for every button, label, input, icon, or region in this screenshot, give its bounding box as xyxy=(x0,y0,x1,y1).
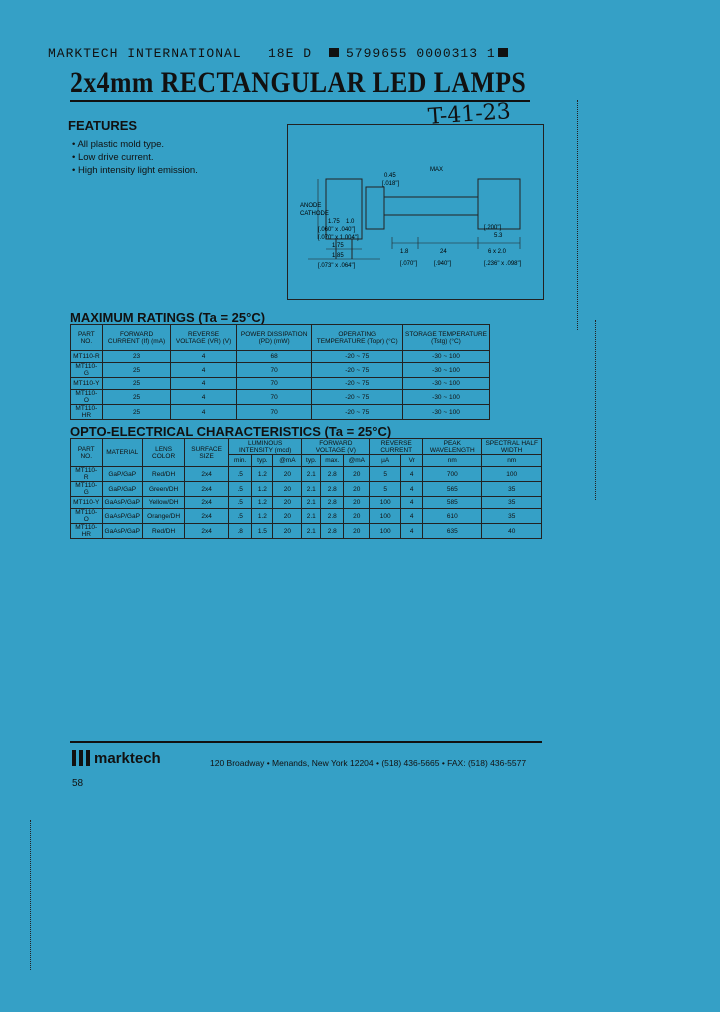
table-header-row xyxy=(71,439,542,455)
sub-header: Vr xyxy=(401,455,423,467)
table-cell: .5 xyxy=(228,509,251,524)
table-row xyxy=(71,351,490,363)
diagram-label: 5.3 xyxy=(494,233,503,239)
table-cell: 4 xyxy=(401,497,423,509)
part-number: MT110-O xyxy=(71,509,103,524)
table-cell: 20 xyxy=(344,467,370,482)
table-cell: 2.8 xyxy=(321,497,344,509)
table-cell: 1.5 xyxy=(252,524,273,539)
table-cell: 2.1 xyxy=(302,497,321,509)
table-cell: -30 ~ 100 xyxy=(402,390,489,405)
table-cell: 1.2 xyxy=(252,482,273,497)
table-cell: 5 xyxy=(370,467,401,482)
column-header: STORAGE TEMPERATURE (Tstg) (°C) xyxy=(402,325,489,351)
diagram-label: [.070" x 1.004"] xyxy=(318,235,359,241)
part-number: MT110-G xyxy=(71,363,103,378)
table-cell: 610 xyxy=(423,509,482,524)
company-header: MARKTECH INTERNATIONAL xyxy=(48,46,242,61)
table-cell: 20 xyxy=(273,467,302,482)
table-cell: 2.1 xyxy=(302,509,321,524)
column-header: PART NO. xyxy=(71,439,103,467)
part-number: MT110-O xyxy=(71,390,103,405)
feature-item: • High intensity light emission. xyxy=(72,164,198,177)
table-cell: 4 xyxy=(171,363,236,378)
table-cell: 4 xyxy=(401,467,423,482)
table-cell: 20 xyxy=(273,524,302,539)
features-list xyxy=(72,138,198,177)
column-header: MATERIAL xyxy=(102,439,142,467)
table-cell: 20 xyxy=(273,482,302,497)
table-cell: 4 xyxy=(401,482,423,497)
table-cell: 70 xyxy=(236,405,312,420)
table-cell: 20 xyxy=(344,482,370,497)
diagram-label: 1.85 xyxy=(332,253,344,259)
table-cell: 4 xyxy=(171,405,236,420)
scan-edge-mark xyxy=(30,820,34,970)
sub-header: min. xyxy=(228,455,251,467)
table-cell: 4 xyxy=(171,351,236,363)
table-cell: GaAsP/GaP xyxy=(102,524,142,539)
table-cell: 70 xyxy=(236,378,312,390)
table-cell: -20 ~ 75 xyxy=(312,405,403,420)
table-row xyxy=(71,524,542,539)
table-cell: 100 xyxy=(482,467,542,482)
table-cell: 23 xyxy=(102,351,171,363)
table-cell: Orange/DH xyxy=(142,509,184,524)
table-cell: 35 xyxy=(482,497,542,509)
column-header: REVERSE CURRENT xyxy=(370,439,423,455)
led-outline-drawing xyxy=(288,125,543,299)
table-cell: 2x4 xyxy=(185,467,229,482)
diagram-label: 1.75 xyxy=(332,243,344,249)
table-cell: 565 xyxy=(423,482,482,497)
table-cell: Yellow/DH xyxy=(142,497,184,509)
table-cell: GaP/GaP xyxy=(102,467,142,482)
table-cell: 2x4 xyxy=(185,497,229,509)
diagram-label: [.236" x .098"] xyxy=(484,261,522,267)
sub-header: nm xyxy=(423,455,482,467)
column-header: SPECTRAL HALF WIDTH xyxy=(482,439,542,455)
diagram-label: [.070"] xyxy=(400,261,418,267)
table-cell: Green/DH xyxy=(142,482,184,497)
table-row xyxy=(71,467,542,482)
column-header: SURFACE SIZE xyxy=(185,439,229,467)
sub-header: typ. xyxy=(302,455,321,467)
table-row xyxy=(71,497,542,509)
page-title: 2x4mm RECTANGULAR LED LAMPS xyxy=(70,66,527,99)
table-cell: .5 xyxy=(228,467,251,482)
table-cell: -30 ~ 100 xyxy=(402,351,489,363)
opto-table xyxy=(70,438,542,539)
sub-header: nm xyxy=(482,455,542,467)
max-ratings-table xyxy=(70,324,490,420)
table-cell: .5 xyxy=(228,482,251,497)
sub-header: @mA xyxy=(273,455,302,467)
opto-heading: OPTO-ELECTRICAL CHARACTERISTICS (Ta = 25°C) xyxy=(70,424,392,439)
column-header: REVERSE VOLTAGE (VR) (V) xyxy=(171,325,236,351)
diagram-label: 6 x 2.0 xyxy=(488,249,507,255)
column-header: POWER DISSIPATION (PD) (mW) xyxy=(236,325,312,351)
max-ratings-heading: MAXIMUM RATINGS (Ta = 25°C) xyxy=(70,310,266,325)
footer-rule xyxy=(70,741,542,743)
sub-header: µA xyxy=(370,455,401,467)
table-cell: 4 xyxy=(171,390,236,405)
dimension-diagram xyxy=(287,124,544,300)
table-cell: 70 xyxy=(236,363,312,378)
table-row xyxy=(71,378,490,390)
diagram-label: [.940"] xyxy=(434,261,452,267)
table-cell: 2.8 xyxy=(321,509,344,524)
part-number: MT110-HR xyxy=(71,524,103,539)
table-cell: 40 xyxy=(482,524,542,539)
table-cell: 20 xyxy=(344,497,370,509)
column-header: OPERATING TEMPERATURE (Topr) (°C) xyxy=(312,325,403,351)
diagram-label: 0.45 xyxy=(384,173,396,179)
table-cell: 700 xyxy=(423,467,482,482)
part-number: MT110-HR xyxy=(71,405,103,420)
part-number: MT110-G xyxy=(71,482,103,497)
table-cell: 20 xyxy=(344,509,370,524)
column-header: PEAK WAVELENGTH xyxy=(423,439,482,455)
table-cell: 1.2 xyxy=(252,467,273,482)
table-cell: 1.2 xyxy=(252,497,273,509)
table-cell: 4 xyxy=(401,524,423,539)
part-number: MT110-R xyxy=(71,467,103,482)
diagram-label: [.073" x .064"] xyxy=(318,263,356,269)
table-cell: 25 xyxy=(102,390,171,405)
table-cell: 585 xyxy=(423,497,482,509)
diagram-label: 1.0 xyxy=(346,219,355,225)
table-cell: 100 xyxy=(370,524,401,539)
table-cell: GaAsP/GaP xyxy=(102,509,142,524)
diagram-label: [.200"] xyxy=(484,225,502,231)
table-cell: 20 xyxy=(344,524,370,539)
table-cell: -20 ~ 75 xyxy=(312,351,403,363)
feature-item: • All plastic mold type. xyxy=(72,138,198,151)
scan-edge-mark xyxy=(595,320,599,500)
table-cell: GaAsP/GaP xyxy=(102,497,142,509)
part-number: MT110-R xyxy=(71,351,103,363)
diagram-label: CATHODE xyxy=(300,211,329,217)
table-cell: 2.8 xyxy=(321,467,344,482)
table-cell: 635 xyxy=(423,524,482,539)
sub-header: max. xyxy=(321,455,344,467)
sub-header: typ. xyxy=(252,455,273,467)
table-cell: 35 xyxy=(482,482,542,497)
table-cell: -20 ~ 75 xyxy=(312,363,403,378)
table-cell: 2.8 xyxy=(321,524,344,539)
table-cell: -30 ~ 100 xyxy=(402,378,489,390)
table-cell: 2.1 xyxy=(302,482,321,497)
sub-header: @mA xyxy=(344,455,370,467)
table-cell: 4 xyxy=(401,509,423,524)
table-cell: 2x4 xyxy=(185,524,229,539)
diagram-label: 1.8 xyxy=(400,249,409,255)
barcode-text: 5799655 0000313 1 xyxy=(346,46,496,61)
table-cell: 5 xyxy=(370,482,401,497)
column-header: LENS COLOR xyxy=(142,439,184,467)
diagram-label: MAX xyxy=(430,167,444,173)
column-header: FORWARD CURRENT (If) (mA) xyxy=(102,325,171,351)
table-row xyxy=(71,363,490,378)
table-cell: 2.8 xyxy=(321,482,344,497)
table-cell: 20 xyxy=(273,497,302,509)
company-address: 120 Broadway • Menands, New York 12204 • (518) 436-5665 • FAX: (518) 436-5577 xyxy=(210,758,527,768)
table-cell: 70 xyxy=(236,390,312,405)
table-cell: .5 xyxy=(228,497,251,509)
brand-name: marktech xyxy=(94,750,161,767)
table-cell: 100 xyxy=(370,497,401,509)
diagram-label: [.018"] xyxy=(382,181,400,187)
table-cell: -30 ~ 100 xyxy=(402,363,489,378)
table-cell: 35 xyxy=(482,509,542,524)
table-cell: 2x4 xyxy=(185,509,229,524)
feature-item: • Low drive current. xyxy=(72,151,198,164)
table-row xyxy=(71,405,490,420)
table-cell: Red/DH xyxy=(142,524,184,539)
header-code: 18E D xyxy=(268,46,313,61)
table-cell: 1.2 xyxy=(252,509,273,524)
table-header-row xyxy=(71,325,490,351)
table-row xyxy=(71,482,542,497)
features-heading: FEATURES xyxy=(68,118,138,133)
table-cell: .8 xyxy=(228,524,251,539)
scan-edge-mark xyxy=(577,100,581,330)
handwritten-note: T-41-23 xyxy=(427,99,512,130)
table-cell: 4 xyxy=(171,378,236,390)
table-cell: Red/DH xyxy=(142,467,184,482)
table-cell: 25 xyxy=(102,363,171,378)
diagram-label: 1.75 xyxy=(328,219,340,225)
diagram-label: [.060" x .040"] xyxy=(318,227,356,233)
table-cell: 100 xyxy=(370,509,401,524)
table-row xyxy=(71,509,542,524)
barcode-block-icon xyxy=(498,48,508,57)
table-row xyxy=(71,390,490,405)
table-cell: -30 ~ 100 xyxy=(402,405,489,420)
part-number: MT110-Y xyxy=(71,378,103,390)
table-cell: 2x4 xyxy=(185,482,229,497)
table-cell: -20 ~ 75 xyxy=(312,390,403,405)
page-number: 58 xyxy=(72,778,84,789)
table-cell: 2.1 xyxy=(302,524,321,539)
table-cell: 25 xyxy=(102,405,171,420)
diagram-label: 24 xyxy=(440,249,447,255)
column-header: PART NO. xyxy=(71,325,103,351)
table-cell: -20 ~ 75 xyxy=(312,378,403,390)
table-cell: 68 xyxy=(236,351,312,363)
table-cell: 2.1 xyxy=(302,467,321,482)
table-cell: GaP/GaP xyxy=(102,482,142,497)
part-number: MT110-Y xyxy=(71,497,103,509)
barcode-block-icon xyxy=(329,48,339,57)
column-header: LUMINOUS INTENSITY (mcd) xyxy=(228,439,301,455)
table-cell: 20 xyxy=(273,509,302,524)
table-cell: 25 xyxy=(102,378,171,390)
column-header: FORWARD VOLTAGE (V) xyxy=(302,439,370,455)
diagram-label: ANODE xyxy=(300,203,322,209)
